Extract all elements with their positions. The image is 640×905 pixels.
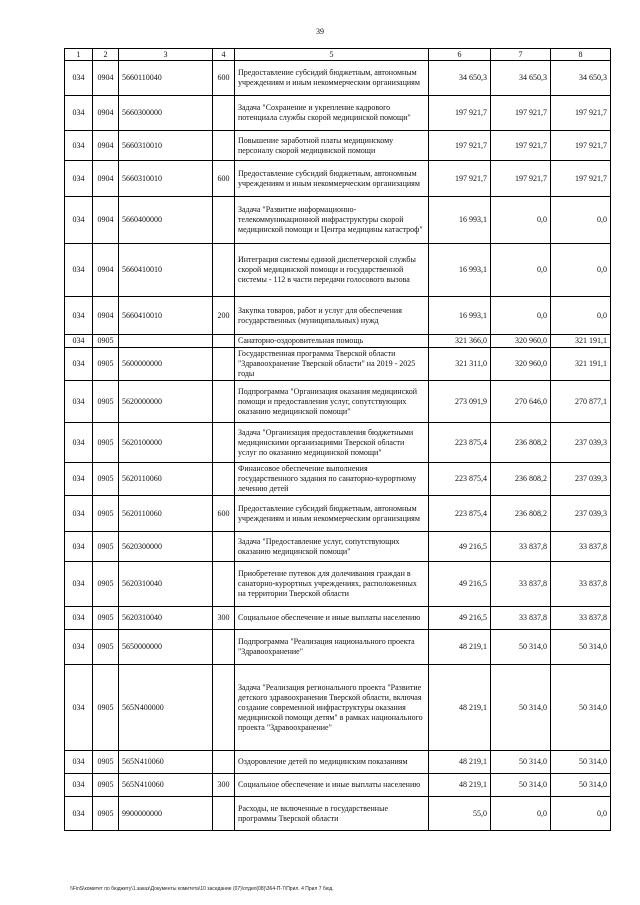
cell-amount-year3: 0,0	[551, 297, 611, 335]
cell-description: Финансовое обеспечение выполнения государственного задания по санаторно-курортному лечению детей	[235, 463, 429, 496]
cell-section: 0905	[93, 496, 119, 532]
cell-section: 0904	[93, 96, 119, 131]
cell-section: 0905	[93, 348, 119, 381]
cell-amount-year3: 237 039,3	[551, 496, 611, 532]
cell-amount-year1: 34 650,3	[429, 61, 491, 96]
cell-amount-year2: 320 960,0	[491, 348, 551, 381]
table-row	[65, 161, 611, 197]
table-row	[65, 96, 611, 131]
cell-target-article: 5650000000	[119, 630, 213, 665]
table-row	[65, 532, 611, 562]
cell-section: 0904	[93, 197, 119, 244]
table-row	[65, 197, 611, 244]
cell-amount-year1: 49 216,5	[429, 607, 491, 630]
cell-code-admin: 034	[65, 751, 93, 774]
cell-description: Предоставление субсидий бюджетным, автономным учреждениям и иным некоммерческим организациям	[235, 61, 429, 96]
table-row	[65, 607, 611, 630]
table-row	[65, 348, 611, 381]
table-row	[65, 131, 611, 161]
cell-section: 0905	[93, 463, 119, 496]
cell-amount-year2: 236 808,2	[491, 423, 551, 463]
cell-section: 0905	[93, 797, 119, 831]
cell-amount-year2: 197 921,7	[491, 131, 551, 161]
cell-expense-type	[213, 423, 235, 463]
cell-amount-year1: 48 219,1	[429, 665, 491, 751]
cell-expense-type	[213, 131, 235, 161]
cell-code-admin: 034	[65, 61, 93, 96]
cell-amount-year2: 33 837,8	[491, 562, 551, 607]
cell-expense-type	[213, 665, 235, 751]
footer-file-path: \\FinS\комитет по бюджету\1.заказ\Документы комитета\10 заседание (07)\отдел(08)\364-П-7\Прил. 4 Прил 7 бюд.	[70, 886, 334, 892]
cell-amount-year3: 237 039,3	[551, 463, 611, 496]
cell-amount-year3: 33 837,8	[551, 562, 611, 607]
cell-amount-year2: 236 808,2	[491, 496, 551, 532]
cell-code-admin: 034	[65, 335, 93, 348]
cell-section: 0905	[93, 562, 119, 607]
cell-description: Задача "Организация предоставления бюджетными медицинскими организациями Тверской области услуг по оказанию медицинской помощи"	[235, 423, 429, 463]
cell-amount-year1: 16 993,1	[429, 297, 491, 335]
cell-amount-year2: 33 837,8	[491, 532, 551, 562]
cell-description: Повышение заработной платы медицинскому персоналу скорой медицинской помощи	[235, 131, 429, 161]
cell-amount-year3: 50 314,0	[551, 751, 611, 774]
cell-expense-type	[213, 348, 235, 381]
budget-table	[64, 48, 611, 831]
cell-section: 0904	[93, 61, 119, 96]
cell-section: 0905	[93, 335, 119, 348]
cell-description: Предоставление субсидий бюджетным, автономным учреждениям и иным некоммерческим организациям	[235, 161, 429, 197]
cell-section: 0905	[93, 751, 119, 774]
cell-description: Задача "Предоставление услуг, сопутствующих оказанию медицинской помощи"	[235, 532, 429, 562]
cell-target-article: 5620110060	[119, 496, 213, 532]
col-header: 6	[429, 49, 491, 61]
cell-code-admin: 034	[65, 630, 93, 665]
cell-amount-year3: 197 921,7	[551, 131, 611, 161]
cell-amount-year1: 223 875,4	[429, 496, 491, 532]
cell-section: 0905	[93, 423, 119, 463]
cell-code-admin: 034	[65, 244, 93, 297]
cell-amount-year1: 197 921,7	[429, 161, 491, 197]
cell-description: Интеграция системы единой диспетчерской службы скорой медицинской помощи и государственной системы - 112 в части передачи голосового вызова	[235, 244, 429, 297]
cell-description: Социальное обеспечение и иные выплаты населению	[235, 607, 429, 630]
cell-code-admin: 034	[65, 297, 93, 335]
cell-amount-year2: 0,0	[491, 297, 551, 335]
cell-expense-type	[213, 630, 235, 665]
cell-code-admin: 034	[65, 423, 93, 463]
cell-amount-year2: 197 921,7	[491, 96, 551, 131]
col-header: 2	[93, 49, 119, 61]
table-row	[65, 774, 611, 797]
cell-amount-year3: 321 191,1	[551, 335, 611, 348]
cell-code-admin: 034	[65, 532, 93, 562]
header-row	[65, 49, 611, 61]
table-row	[65, 751, 611, 774]
table-row	[65, 423, 611, 463]
cell-target-article: 565N400000	[119, 665, 213, 751]
cell-amount-year3: 34 650,3	[551, 61, 611, 96]
cell-code-admin: 034	[65, 562, 93, 607]
cell-section: 0905	[93, 532, 119, 562]
cell-description: Оздоровление детей по медицинским показаниям	[235, 751, 429, 774]
cell-target-article: 9900000000	[119, 797, 213, 831]
cell-target-article: 5660300000	[119, 96, 213, 131]
cell-amount-year1: 16 993,1	[429, 244, 491, 297]
cell-target-article: 5660410010	[119, 297, 213, 335]
col-header: 3	[119, 49, 213, 61]
table-row	[65, 381, 611, 423]
cell-description: Государственная программа Тверской области "Здравоохранение Тверской области" на 2019 - 2025 годы	[235, 348, 429, 381]
cell-code-admin: 034	[65, 96, 93, 131]
cell-amount-year2: 34 650,3	[491, 61, 551, 96]
cell-amount-year2: 50 314,0	[491, 774, 551, 797]
cell-target-article: 5660410010	[119, 244, 213, 297]
cell-amount-year1: 197 921,7	[429, 131, 491, 161]
cell-amount-year1: 48 219,1	[429, 630, 491, 665]
cell-target-article: 5660310010	[119, 131, 213, 161]
col-header: 8	[551, 49, 611, 61]
cell-expense-type	[213, 381, 235, 423]
cell-description: Подпрограмма "Реализация национального проекта "Здравоохранение"	[235, 630, 429, 665]
table-row	[65, 562, 611, 607]
cell-expense-type: 300	[213, 774, 235, 797]
cell-expense-type	[213, 197, 235, 244]
cell-amount-year3: 50 314,0	[551, 774, 611, 797]
col-header: 7	[491, 49, 551, 61]
cell-description: Расходы, не включенные в государственные программы Тверской области	[235, 797, 429, 831]
cell-section: 0905	[93, 607, 119, 630]
cell-expense-type: 600	[213, 496, 235, 532]
cell-target-article: 5620310040	[119, 562, 213, 607]
table-row	[65, 335, 611, 348]
cell-amount-year2: 50 314,0	[491, 630, 551, 665]
cell-amount-year1: 321 366,0	[429, 335, 491, 348]
cell-expense-type	[213, 335, 235, 348]
cell-description: Закупка товаров, работ и услуг для обеспечения государственных (муниципальных) нужд	[235, 297, 429, 335]
cell-description: Задача "Сохранение и укрепление кадрового потенциала службы скорой медицинской помощи"	[235, 96, 429, 131]
cell-description: Задача "Развитие информационно-телекоммуникационной инфраструктуры скорой медицинской помощи и Центра медицины катастроф"	[235, 197, 429, 244]
cell-amount-year1: 48 219,1	[429, 751, 491, 774]
cell-code-admin: 034	[65, 348, 93, 381]
cell-amount-year3: 270 877,1	[551, 381, 611, 423]
page-number: 39	[316, 27, 324, 36]
cell-target-article	[119, 335, 213, 348]
cell-target-article: 5660400000	[119, 197, 213, 244]
cell-code-admin: 034	[65, 607, 93, 630]
cell-target-article: 5660110040	[119, 61, 213, 96]
col-header: 4	[213, 49, 235, 61]
cell-target-article: 565N410060	[119, 751, 213, 774]
table-row	[65, 630, 611, 665]
cell-code-admin: 034	[65, 161, 93, 197]
cell-amount-year3: 0,0	[551, 244, 611, 297]
cell-expense-type	[213, 463, 235, 496]
cell-amount-year2: 270 646,0	[491, 381, 551, 423]
cell-code-admin: 034	[65, 381, 93, 423]
table-row	[65, 496, 611, 532]
cell-expense-type: 200	[213, 297, 235, 335]
cell-amount-year2: 0,0	[491, 797, 551, 831]
cell-amount-year1: 223 875,4	[429, 423, 491, 463]
cell-amount-year1: 49 216,5	[429, 532, 491, 562]
cell-expense-type	[213, 96, 235, 131]
cell-code-admin: 034	[65, 665, 93, 751]
cell-amount-year2: 236 808,2	[491, 463, 551, 496]
cell-amount-year2: 0,0	[491, 244, 551, 297]
cell-amount-year3: 50 314,0	[551, 665, 611, 751]
cell-amount-year3: 197 921,7	[551, 96, 611, 131]
cell-amount-year3: 0,0	[551, 197, 611, 244]
cell-target-article: 5620310040	[119, 607, 213, 630]
cell-amount-year1: 321 311,0	[429, 348, 491, 381]
cell-expense-type	[213, 797, 235, 831]
cell-description: Санаторно-оздоровительная помощь	[235, 335, 429, 348]
cell-code-admin: 034	[65, 496, 93, 532]
cell-amount-year2: 320 960,0	[491, 335, 551, 348]
cell-expense-type	[213, 751, 235, 774]
cell-amount-year3: 237 039,3	[551, 423, 611, 463]
cell-amount-year1: 55,0	[429, 797, 491, 831]
cell-target-article: 5620300000	[119, 532, 213, 562]
cell-amount-year2: 197 921,7	[491, 161, 551, 197]
cell-amount-year1: 16 993,1	[429, 197, 491, 244]
cell-amount-year1: 49 216,5	[429, 562, 491, 607]
table-row	[65, 665, 611, 751]
cell-target-article: 5620100000	[119, 423, 213, 463]
cell-amount-year1: 273 091,9	[429, 381, 491, 423]
cell-amount-year3: 197 921,7	[551, 161, 611, 197]
cell-description: Подпрограмма "Организация оказания медицинской помощи и предоставления услуг, сопутствующих оказанию медицинской помощи"	[235, 381, 429, 423]
cell-description: Задача "Реализация регионального проекта "Развитие детского здравоохранения Тверской области, включая создание современной инфраструктуры оказания медицинской помощи детям" в рамках национального проекта "Здравоохранение"	[235, 665, 429, 751]
table-row	[65, 244, 611, 297]
cell-section: 0905	[93, 665, 119, 751]
cell-description: Предоставление субсидий бюджетным, автономным учреждениям и иным некоммерческим организациям	[235, 496, 429, 532]
cell-expense-type: 300	[213, 607, 235, 630]
cell-amount-year3: 0,0	[551, 797, 611, 831]
cell-target-article: 565N410060	[119, 774, 213, 797]
cell-section: 0905	[93, 381, 119, 423]
cell-amount-year3: 33 837,8	[551, 607, 611, 630]
table-row	[65, 297, 611, 335]
cell-section: 0904	[93, 297, 119, 335]
cell-section: 0904	[93, 161, 119, 197]
col-header: 1	[65, 49, 93, 61]
cell-target-article: 5600000000	[119, 348, 213, 381]
cell-target-article: 5620110060	[119, 463, 213, 496]
cell-amount-year3: 50 314,0	[551, 630, 611, 665]
cell-amount-year1: 223 875,4	[429, 463, 491, 496]
cell-expense-type	[213, 562, 235, 607]
cell-amount-year2: 50 314,0	[491, 751, 551, 774]
cell-amount-year2: 33 837,8	[491, 607, 551, 630]
cell-amount-year3: 321 191,1	[551, 348, 611, 381]
cell-code-admin: 034	[65, 774, 93, 797]
cell-expense-type: 600	[213, 161, 235, 197]
cell-amount-year1: 197 921,7	[429, 96, 491, 131]
table-body	[65, 61, 611, 831]
cell-expense-type	[213, 244, 235, 297]
cell-section: 0904	[93, 131, 119, 161]
cell-code-admin: 034	[65, 463, 93, 496]
cell-amount-year2: 50 314,0	[491, 665, 551, 751]
col-header: 5	[235, 49, 429, 61]
cell-amount-year2: 0,0	[491, 197, 551, 244]
table-row	[65, 463, 611, 496]
cell-target-article: 5660310010	[119, 161, 213, 197]
cell-expense-type	[213, 532, 235, 562]
cell-description: Приобретение путевок для долечивания граждан в санаторно-курортных учреждениях, расположенных на территории Тверской области	[235, 562, 429, 607]
cell-target-article: 5620000000	[119, 381, 213, 423]
cell-code-admin: 034	[65, 197, 93, 244]
cell-code-admin: 034	[65, 131, 93, 161]
cell-section: 0904	[93, 244, 119, 297]
cell-description: Социальное обеспечение и иные выплаты населению	[235, 774, 429, 797]
table-row	[65, 61, 611, 96]
cell-expense-type: 600	[213, 61, 235, 96]
cell-section: 0905	[93, 774, 119, 797]
cell-amount-year3: 33 837,8	[551, 532, 611, 562]
cell-section: 0905	[93, 630, 119, 665]
table-row	[65, 797, 611, 831]
cell-amount-year1: 48 219,1	[429, 774, 491, 797]
cell-code-admin: 034	[65, 797, 93, 831]
